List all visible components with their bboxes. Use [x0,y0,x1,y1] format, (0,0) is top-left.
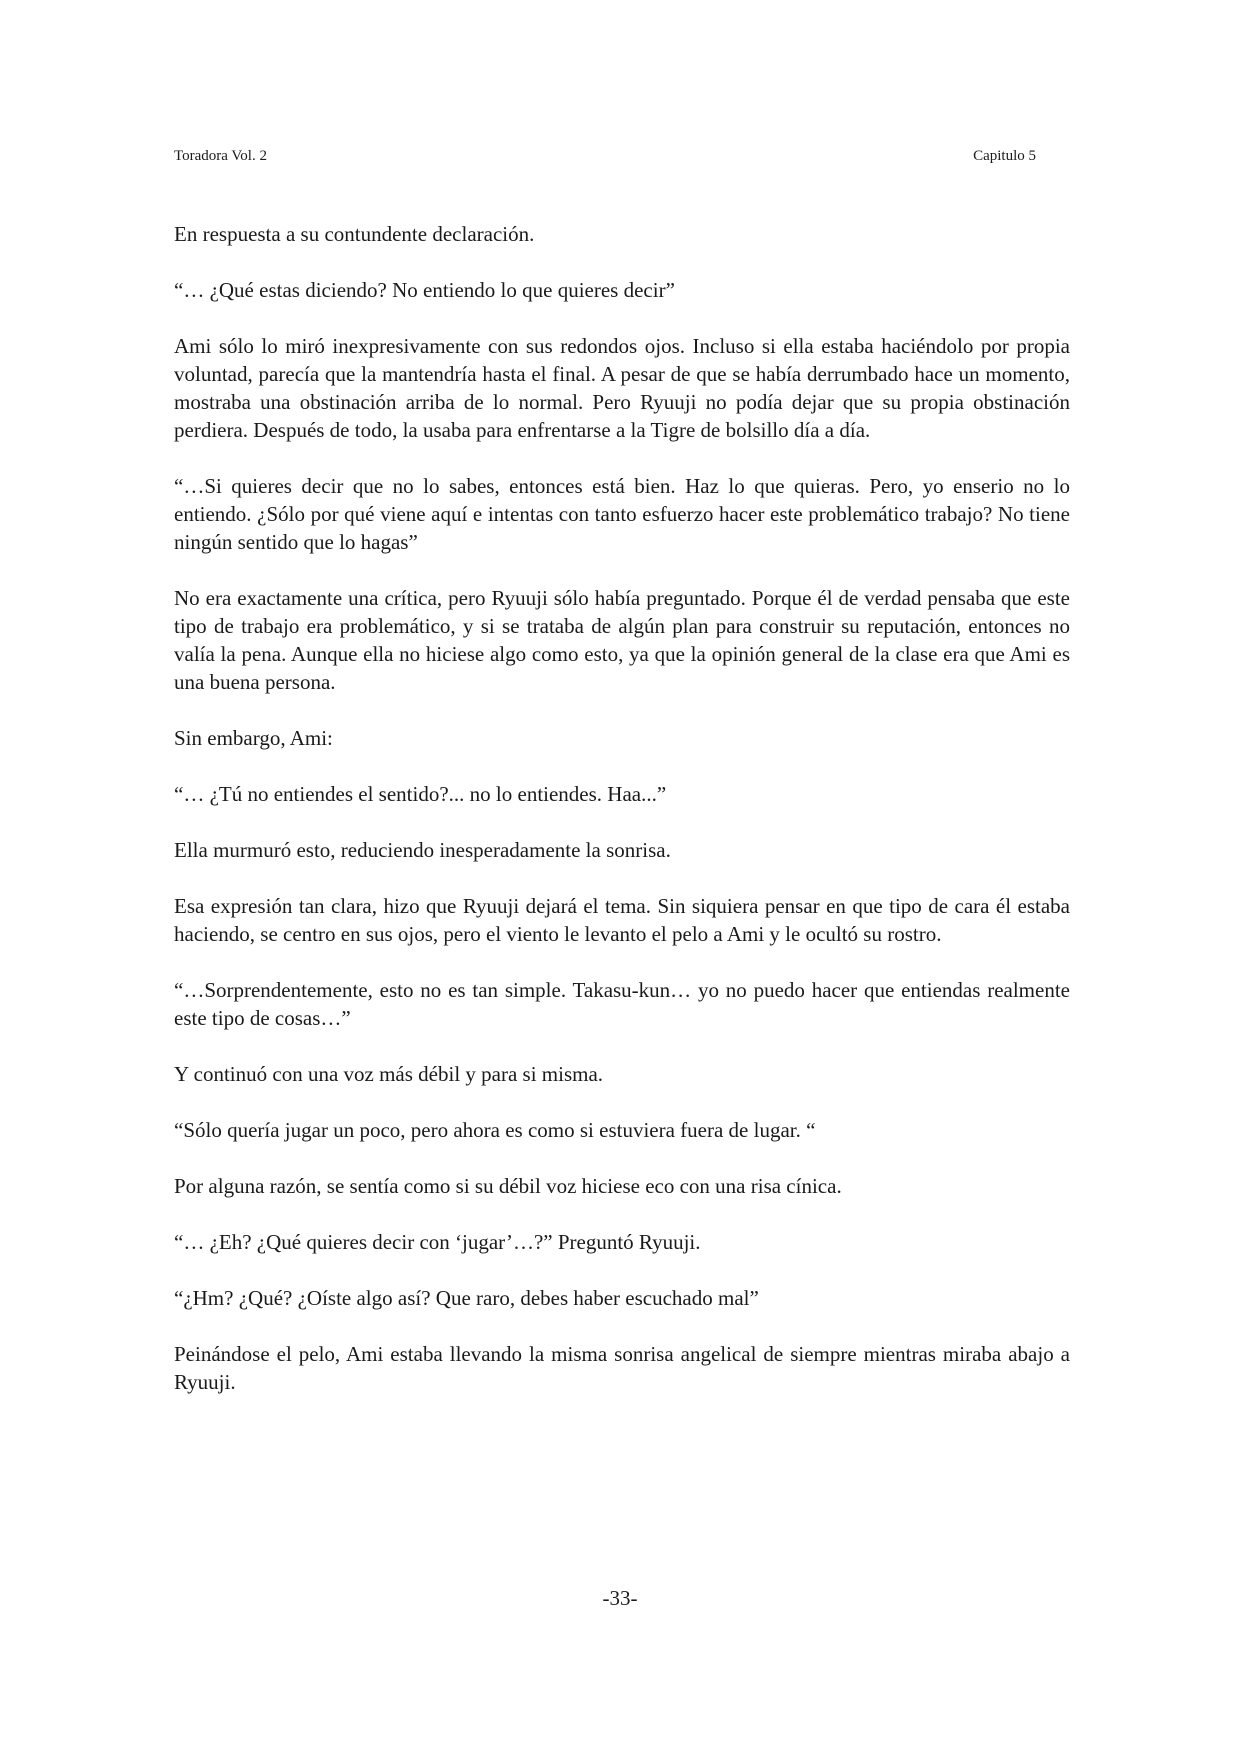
page-header [174,146,1036,166]
paragraph: Por alguna razón, se sentía como si su débil voz hiciese eco con una risa cínica. [174,1174,842,1198]
paragraph: Y continuó con una voz más débil y para si misma. [174,1062,604,1086]
header-chapter: Capitulo 5 [973,148,1036,164]
body-text [174,220,1070,1424]
page-number: -33- [602,1586,638,1610]
paragraph: En respuesta a su contundente declaración. [174,222,535,246]
paragraph: Ella murmuró esto, reduciendo inesperadamente la sonrisa. [174,838,671,862]
paragraph: Esa expresión tan clara, hizo que Ryuuji dejará el tema. Sin siquiera pensar en que tipo de cara él estaba haciendo, se centro en sus ojos, pero el viento le levanto el pelo a Ami y le ocultó su rostro. [174,894,1070,946]
paragraph: “… ¿Tú no entiendes el sentido?... no lo entiendes. Haa...” [174,782,667,806]
paragraph: Sin embargo, Ami: [174,726,333,750]
paragraph: “… ¿Eh? ¿Qué quieres decir con ‘jugar’…?” Preguntó Ryuuji. [174,1230,701,1254]
paragraph: No era exactamente una crítica, pero Ryuuji sólo había preguntado. Porque él de verdad pensaba que este tipo de trabajo era problemático, y si se trataba de algún plan para construir su reputación, entonces no valía la pena. Aunque ella no hiciese algo como esto, ya que la opinión general de la clase era que Ami es una buena persona. [174,586,1070,694]
paragraph: “…Si quieres decir que no lo sabes, entonces está bien. Haz lo que quieras. Pero, yo enserio no lo entiendo. ¿Sólo por qué viene aquí e intentas con tanto esfuerzo hacer este problemático trabajo? No tiene ningún sentido que lo hagas” [174,474,1070,554]
paragraph: “…Sorprendentemente, esto no es tan simple. Takasu-kun… yo no puedo hacer que entiendas realmente este tipo de cosas…” [174,978,1070,1030]
paragraph: Peinándose el pelo, Ami estaba llevando la misma sonrisa angelical de siempre mientras miraba abajo a Ryuuji. [174,1342,1070,1394]
paragraph: “¿Hm? ¿Qué? ¿Oíste algo así? Que raro, debes haber escuchado mal” [174,1286,759,1310]
paragraph: Ami sólo lo miró inexpresivamente con sus redondos ojos. Incluso si ella estaba haciéndolo por propia voluntad, parecía que la mantendría hasta el final. A pesar de que se había derrumbado hace un momento, mostraba una obstinación arriba de lo normal. Pero Ryuuji no podía dejar que su propia obstinación perdiera. Después de todo, la usaba para enfrentarse a la Tigre de bolsillo día a día. [174,334,1070,442]
paragraph: “Sólo quería jugar un poco, pero ahora es como si estuviera fuera de lugar. “ [174,1118,816,1142]
paragraph: “… ¿Qué estas diciendo? No entiendo lo que quieres decir” [174,278,675,302]
header-book-title: Toradora Vol. 2 [174,148,267,164]
